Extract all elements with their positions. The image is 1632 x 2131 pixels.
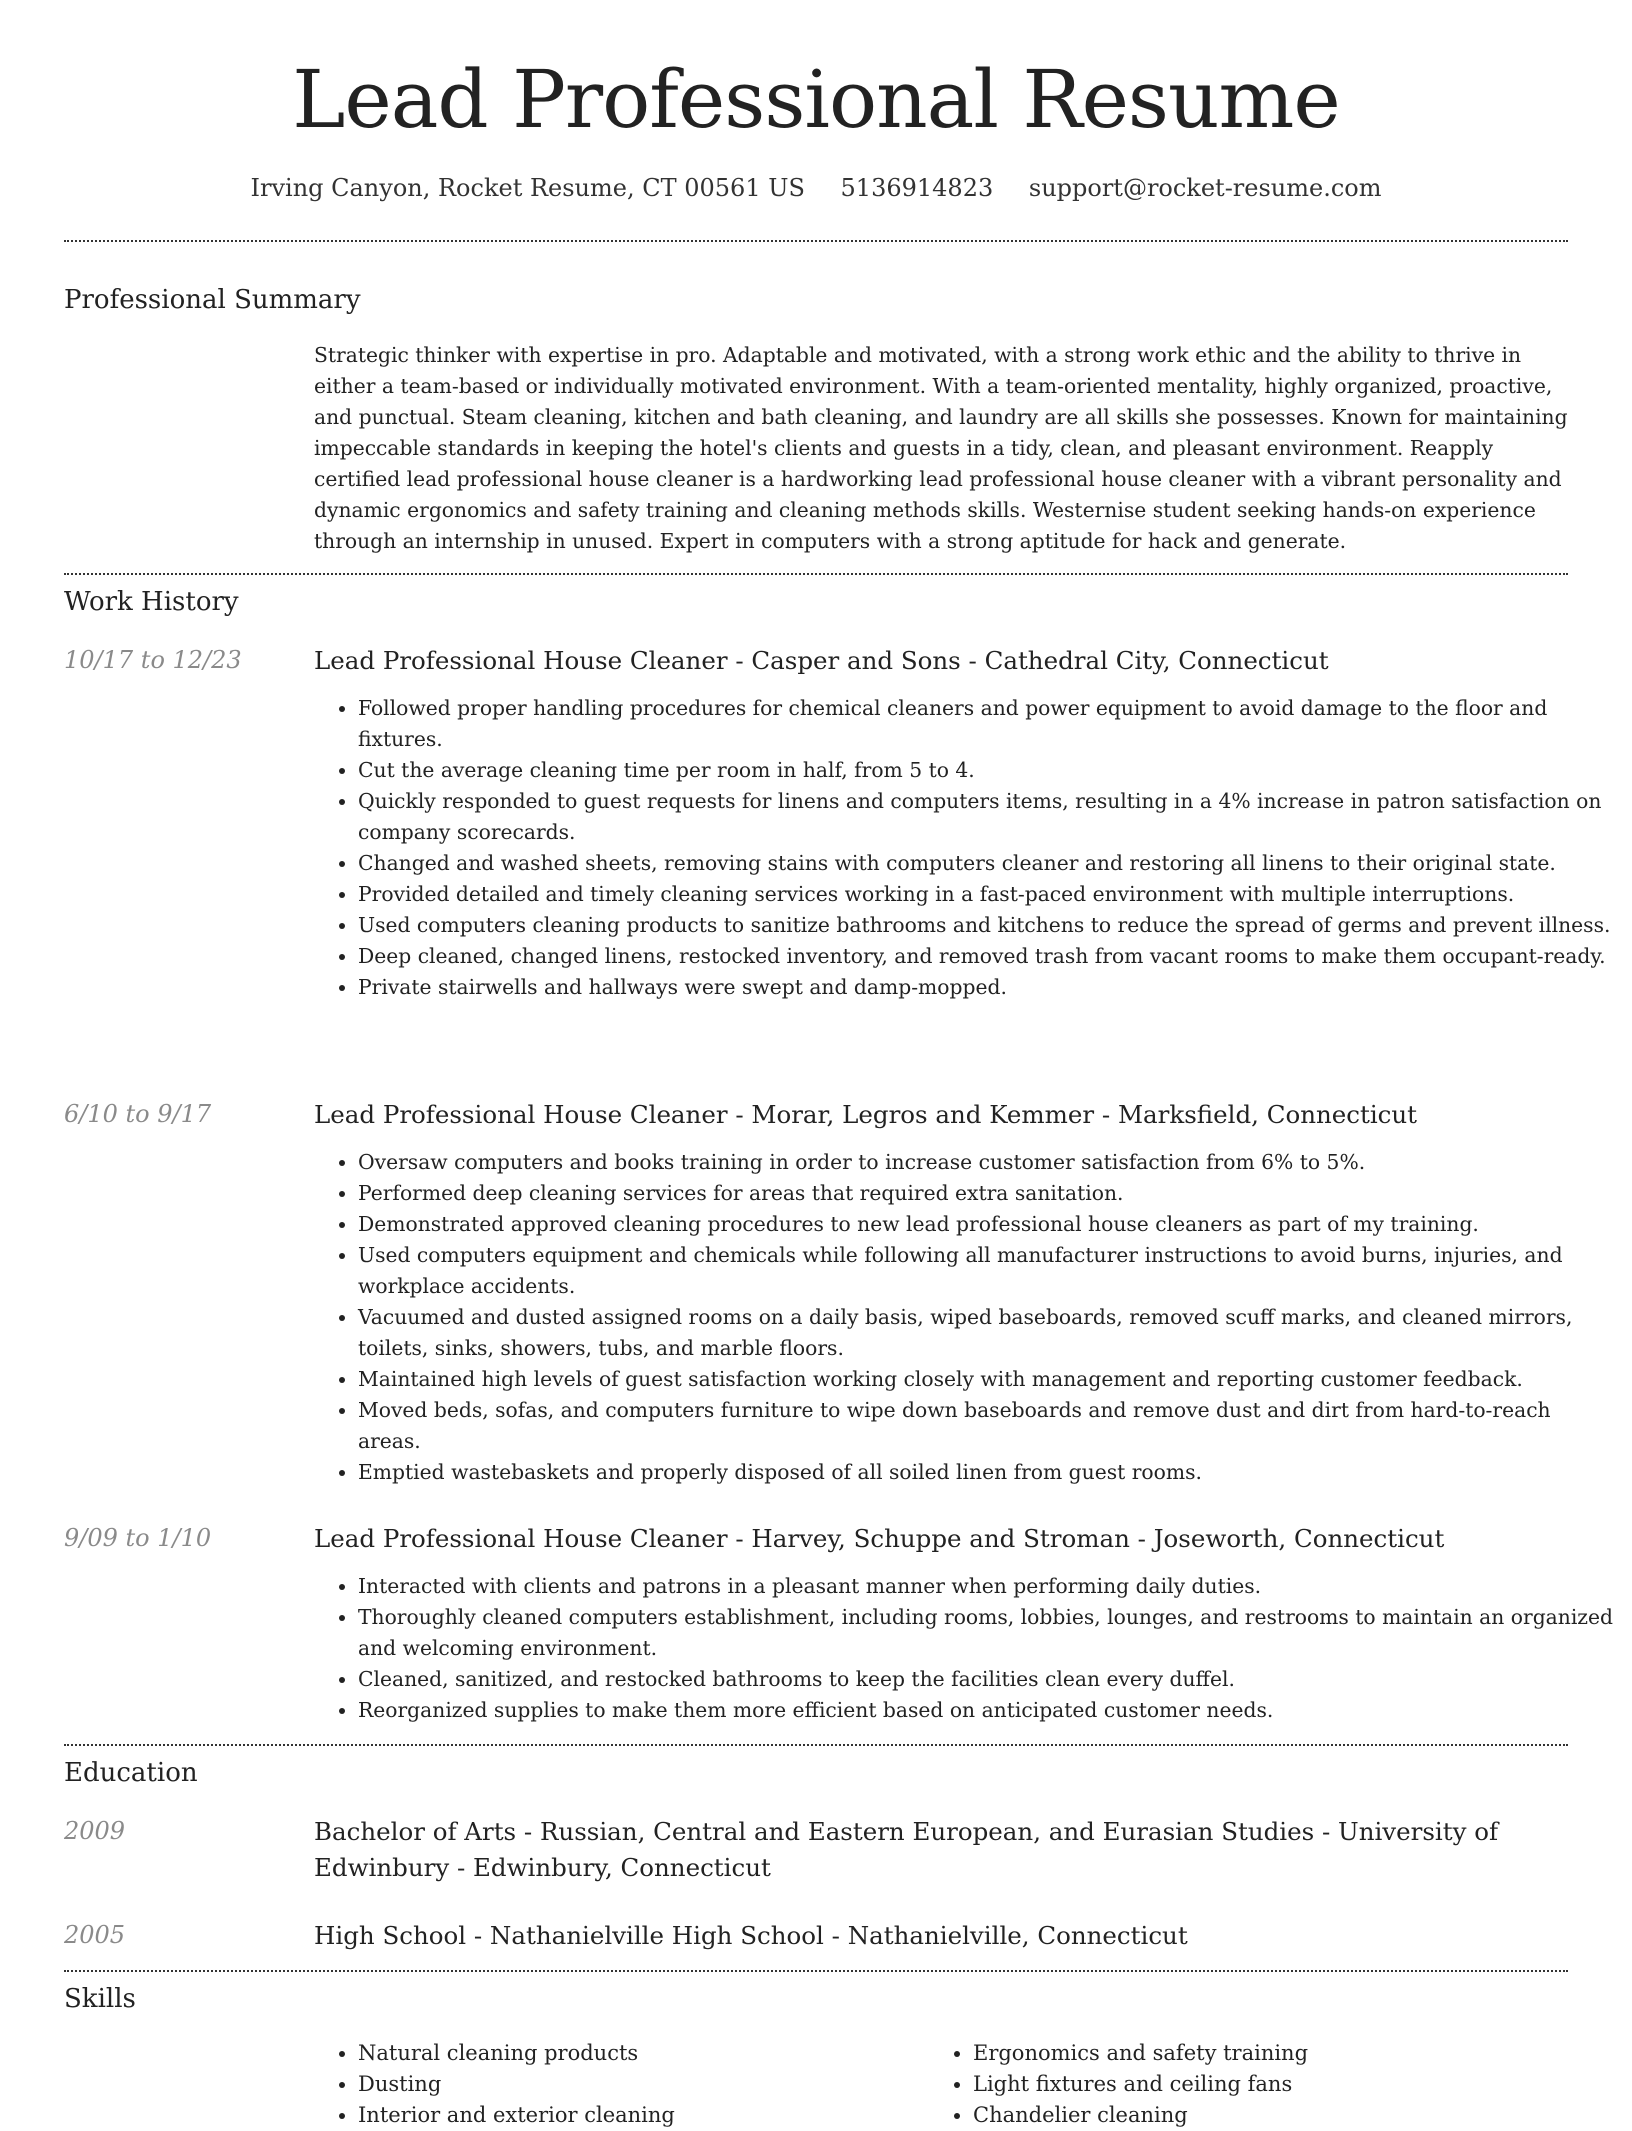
summary-heading: Professional Summary xyxy=(64,285,361,315)
skills-list-right xyxy=(929,2038,1573,2131)
job-bullets xyxy=(314,1147,1614,1488)
job-bullet: • Thoroughly cleaned computers establishment, including rooms, lobbies, lounges, and restrooms to maintain an organized and welcoming environment. xyxy=(358,1602,1614,1664)
section-divider xyxy=(64,240,1568,242)
job-bullet: • Emptied wastebaskets and properly disposed of all soiled linen from guest rooms. xyxy=(358,1457,1614,1488)
job-bullet: • Provided detailed and timely cleaning services working in a fast-paced environment with multiple interruptions. xyxy=(358,879,1614,910)
contact-email: support@rocket-resume.com xyxy=(1028,174,1382,202)
job-title: Lead Professional House Cleaner - Casper and Sons - Cathedral City, Connecticut xyxy=(314,646,1329,675)
section-divider xyxy=(64,573,1568,575)
education-heading: Education xyxy=(64,1758,198,1788)
job-title: Lead Professional House Cleaner - Harvey, Schuppe and Stroman - Joseworth, Connecticut xyxy=(314,1524,1445,1553)
job-bullet: • Cut the average cleaning time per room in half, from 5 to 4. xyxy=(358,755,1614,786)
job-bullet: • Performed deep cleaning services for areas that required extra sanitation. xyxy=(358,1178,1614,1209)
job-bullet: • Moved beds, sofas, and computers furniture to wipe down baseboards and remove dust and dirt from hard-to-reach areas. xyxy=(358,1395,1614,1457)
education-year: 2005 xyxy=(64,1921,126,1949)
resume-title: Lead Professional Resume xyxy=(292,53,1340,146)
education-year: 2009 xyxy=(64,1817,126,1845)
section-divider xyxy=(64,1970,1568,1972)
contact-phone: 5136914823 xyxy=(840,174,994,202)
job-bullet: • Cleaned, sanitized, and restocked bathrooms to keep the facilities clean every duffel. xyxy=(358,1664,1614,1695)
job-bullet: • Deep cleaned, changed linens, restocked inventory, and removed trash from vacant rooms to make them occupant-ready. xyxy=(358,941,1614,972)
contact-line xyxy=(0,170,1632,206)
education-entry: Bachelor of Arts - Russian, Central and Eastern European, and Eurasian Studies - University of Edwinbury - Edwinbury, Connecticut xyxy=(314,1817,1499,1882)
job-dates: 10/17 to 12/23 xyxy=(64,646,242,674)
job-bullet: • Changed and washed sheets, removing stains with computers cleaner and restoring all linens to their original state. xyxy=(358,848,1614,879)
job-bullet: • Quickly responded to guest requests for linens and computers items, resulting in a 4% increase in patron satisfaction on company scorecards. xyxy=(358,786,1614,848)
job-bullets xyxy=(314,693,1614,1003)
job-bullet: • Oversaw computers and books training in order to increase customer satisfaction from 6% to 5%. xyxy=(358,1147,1614,1178)
job-bullets xyxy=(314,1571,1614,1726)
job-dates: 9/09 to 1/10 xyxy=(64,1524,212,1552)
skill-item: • Dusting xyxy=(358,2069,918,2100)
education-entry: High School - Nathanielville High School - Nathanielville, Connecticut xyxy=(314,1921,1188,1950)
job-bullet: • Reorganized supplies to make them more efficient based on anticipated customer needs. xyxy=(358,1695,1614,1726)
job-bullet: • Demonstrated approved cleaning procedures to new lead professional house cleaners as part of my training. xyxy=(358,1209,1614,1240)
job-bullet: • Followed proper handling procedures for chemical cleaners and power equipment to avoid damage to the floor and fixtures. xyxy=(358,693,1614,755)
contact-address: Irving Canyon, Rocket Resume, CT 00561 US xyxy=(250,174,805,202)
skill-item: • Chandelier cleaning xyxy=(973,2100,1573,2131)
skills-heading: Skills xyxy=(64,1984,136,2014)
job-bullet: • Vacuumed and dusted assigned rooms on a daily basis, wiped baseboards, removed scuff marks, and cleaned mirrors, toilets, sinks, showers, tubs, and marble floors. xyxy=(358,1302,1614,1364)
job-bullet: • Used computers equipment and chemicals while following all manufacturer instructions to avoid burns, injuries, and workplace accidents. xyxy=(358,1240,1614,1302)
job-bullet: • Interacted with clients and patrons in a pleasant manner when performing daily duties. xyxy=(358,1571,1614,1602)
skill-item: • Interior and exterior cleaning xyxy=(358,2100,918,2131)
job-bullet: • Private stairwells and hallways were swept and damp-mopped. xyxy=(358,972,1614,1003)
job-dates: 6/10 to 9/17 xyxy=(64,1100,212,1128)
job-title: Lead Professional House Cleaner - Morar, Legros and Kemmer - Marksfield, Connecticut xyxy=(314,1100,1418,1129)
skill-item: • Ergonomics and safety training xyxy=(973,2038,1573,2069)
skill-item: • Natural cleaning products xyxy=(358,2038,918,2069)
skills-list-left xyxy=(314,2038,918,2131)
summary-text: Strategic thinker with expertise in pro. Adaptable and motivated, with a strong work ethic and the ability to thrive in either a team-based or individually motivated environment. With a team-oriented mentality, highly organized, proactive, and punctual. Steam cleaning, kitchen and bath cleaning, and laundry are all skills she possesses. Known for maintaining impeccable standards in keeping the hotel's clients and guests in a tidy, clean, and pleasant environment. Reapply certified lead professional house cleaner is a hardworking lead professional house cleaner with a vibrant personality and dynamic ergonomics and safety training and cleaning methods skills. Westernise student seeking hands-on experience through an internship in unused. Expert in computers with a strong aptitude for hack and generate. xyxy=(314,343,1568,553)
skill-item: • Light fixtures and ceiling fans xyxy=(973,2069,1573,2100)
work-history-heading: Work History xyxy=(64,587,239,617)
job-bullet: • Used computers cleaning products to sanitize bathrooms and kitchens to reduce the spread of germs and prevent illness. xyxy=(358,910,1614,941)
section-divider xyxy=(64,1744,1568,1746)
job-bullet: • Maintained high levels of guest satisfaction working closely with management and reporting customer feedback. xyxy=(358,1364,1614,1395)
